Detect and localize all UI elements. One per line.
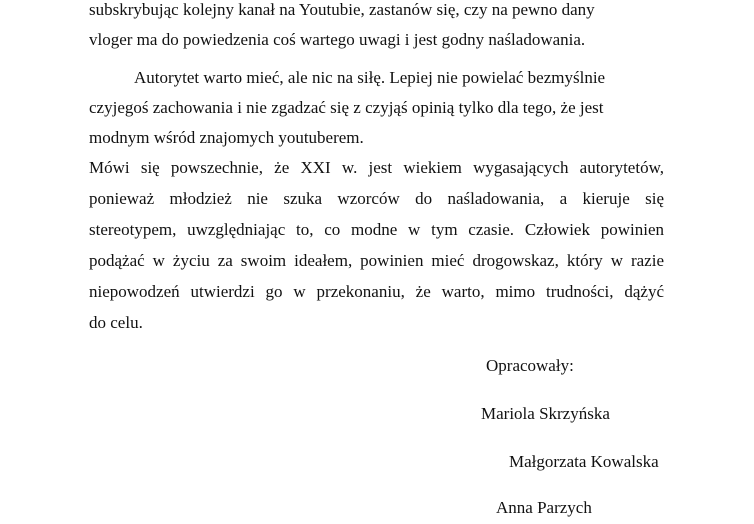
signature-label: Opracowały: [486, 356, 574, 375]
paragraph3-line-1: Mówi się powszechnie, że XXI w. jest wiekiem wygasających autorytetów, [89, 158, 664, 177]
paragraph3-line-4: podążać w życiu za swoim ideałem, powinien mieć drogowskaz, który w razie [89, 251, 664, 270]
paragraph3-line-3: stereotypem, uwzględniając to, co modne w tym czasie. Człowiek powinien [89, 220, 664, 239]
paragraph3-line-5: niepowodzeń utwierdzi go w przekonaniu, że warto, mimo trudności, dążyć [89, 282, 664, 301]
author-1: Mariola Skrzyńska [481, 404, 610, 423]
paragraph1-line-2: vloger ma do powiedzenia coś wartego uwagi i jest godny naśladowania. [89, 30, 586, 49]
author-2: Małgorzata Kowalska [509, 452, 659, 471]
paragraph3-line-2: ponieważ młodzież nie szuka wzorców do naśladowania, a kieruje się [89, 189, 664, 208]
paragraph2-line-1: Autorytet warto mieć, ale nic na siłę. Lepiej nie powielać bezmyślnie [134, 68, 606, 87]
paragraph3-line-6: do celu. [89, 313, 143, 332]
author-3: Anna Parzych [496, 498, 592, 517]
paragraph2-line-3: modnym wśród znajomych youtuberem. [89, 128, 364, 147]
paragraph1-line-1: subskrybując kolejny kanał na Youtubie, zastanów się, czy na pewno dany [89, 0, 595, 19]
paragraph2-line-2: czyjegoś zachowania i nie zgadzać się z czyjąś opinią tylko dla tego, że jest [89, 98, 604, 117]
